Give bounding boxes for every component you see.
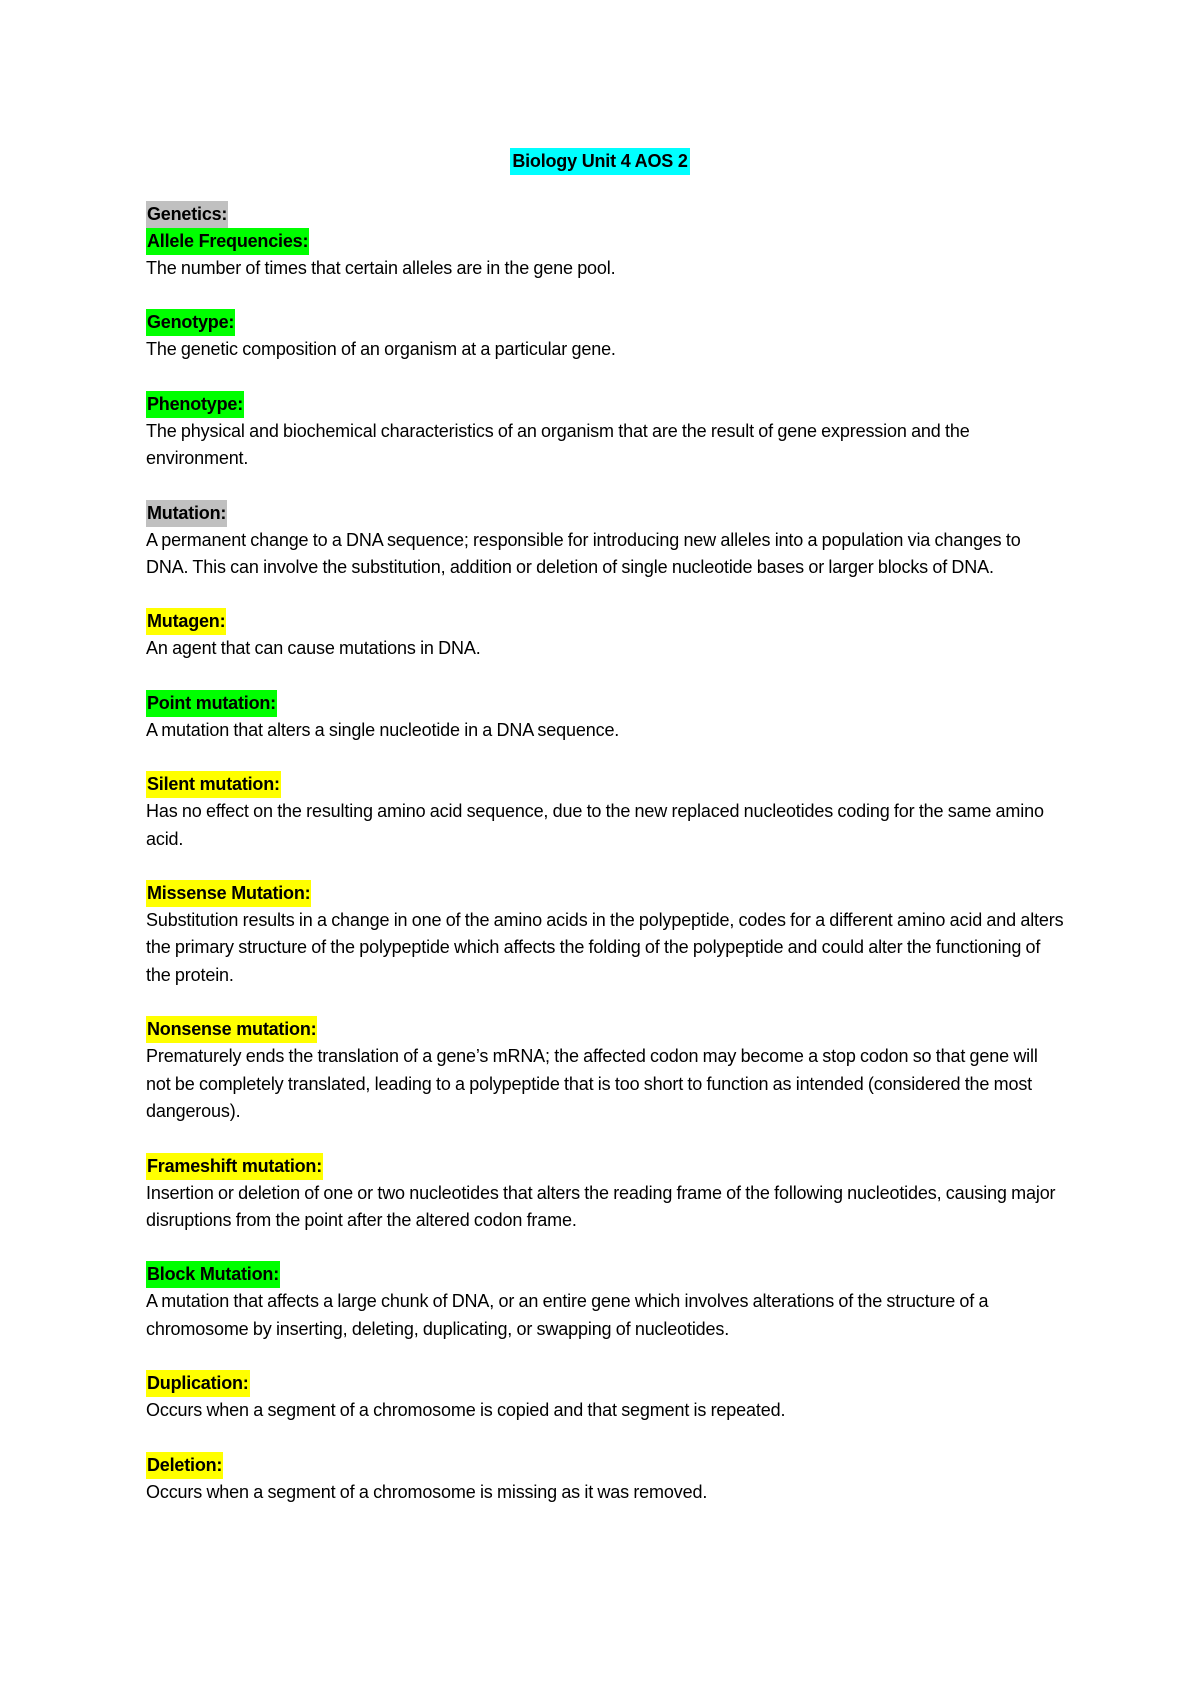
term-label: Mutagen:: [146, 608, 226, 635]
entry-missense-mutation: [146, 880, 1066, 989]
term-definition: Occurs when a segment of a chromosome is copied and that segment is repeated.: [146, 1400, 786, 1421]
entry-block-mutation: [146, 1261, 1066, 1343]
term-label: Genotype:: [146, 309, 235, 336]
entry-mutation: [146, 500, 1066, 582]
term-label: Mutation:: [146, 500, 227, 527]
term-label: Missense Mutation:: [146, 880, 311, 907]
entry-frameshift-mutation: [146, 1153, 1066, 1235]
title-row: [0, 148, 1200, 175]
term-definition: Prematurely ends the translation of a gene’s mRNA; the affected codon may become a stop codon so that gene will not be completely translated, leading to a polypeptide that is too short to function as intended (considered the most dangerous).: [146, 1046, 1038, 1122]
entry-mutagen: [146, 608, 1066, 662]
term-label: Block Mutation:: [146, 1261, 280, 1288]
term-definition: The number of times that certain alleles are in the gene pool.: [146, 258, 616, 278]
term-definition: A mutation that alters a single nucleotide in a DNA sequence.: [146, 719, 620, 740]
term-definition: Substitution results in a change in one of the amino acids in the polypeptide, codes for a different amino acid and alters the primary structure of the polypeptide which affects the folding of the polypeptide and could alter the functioning of the protein.: [146, 910, 1064, 985]
term-label: Nonsense mutation:: [146, 1016, 317, 1043]
term-definition: Insertion or deletion of one or two nucleotides that alters the reading frame of the following nucleotides, causing major disruptions from the point after the altered codon frame.: [146, 1182, 1056, 1230]
term-label: Point mutation:: [146, 690, 277, 717]
term-definition: An agent that can cause mutations in DNA.: [146, 638, 481, 659]
entry-deletion: [146, 1452, 1066, 1506]
section-heading: Genetics:: [146, 201, 228, 228]
term-label: Silent mutation:: [146, 771, 281, 798]
term-label: Deletion:: [146, 1452, 223, 1479]
entry-silent-mutation: [146, 771, 1066, 853]
term-definition: The genetic composition of an organism at a particular gene.: [146, 339, 616, 360]
term-definition: A mutation that affects a large chunk of DNA, or an entire gene which involves alterations of the structure of a chromosome by inserting, deleting, duplicating, or swapping of nucleotides.: [146, 1291, 989, 1339]
entry-genotype: [146, 309, 1066, 363]
term-definition: Occurs when a segment of a chromosome is missing as it was removed.: [146, 1481, 708, 1502]
document-body: [146, 201, 1066, 1533]
entry-duplication: [146, 1370, 1066, 1424]
term-definition: A permanent change to a DNA sequence; responsible for introducing new alleles into a population via changes to DNA. This can involve the substitution, addition or deletion of single nucleotide bases or larger blocks of DNA.: [146, 529, 1021, 578]
term-label: Frameshift mutation:: [146, 1153, 323, 1180]
entry-allele-frequencies: [146, 228, 1066, 282]
term-label: Phenotype:: [146, 391, 244, 418]
entry-phenotype: [146, 391, 1066, 473]
document-title: Biology Unit 4 AOS 2: [510, 148, 689, 175]
section-heading-row: [146, 201, 1066, 228]
term-label: Allele Frequencies:: [146, 228, 309, 255]
entry-point-mutation: [146, 690, 1066, 744]
entry-nonsense-mutation: [146, 1016, 1066, 1125]
term-definition: The physical and biochemical characteristics of an organism that are the result of gene expression and the environment.: [146, 420, 970, 469]
term-definition: Has no effect on the resulting amino acid sequence, due to the new replaced nucleotides coding for the same amino acid.: [146, 801, 1044, 849]
term-label: Duplication:: [146, 1370, 250, 1397]
